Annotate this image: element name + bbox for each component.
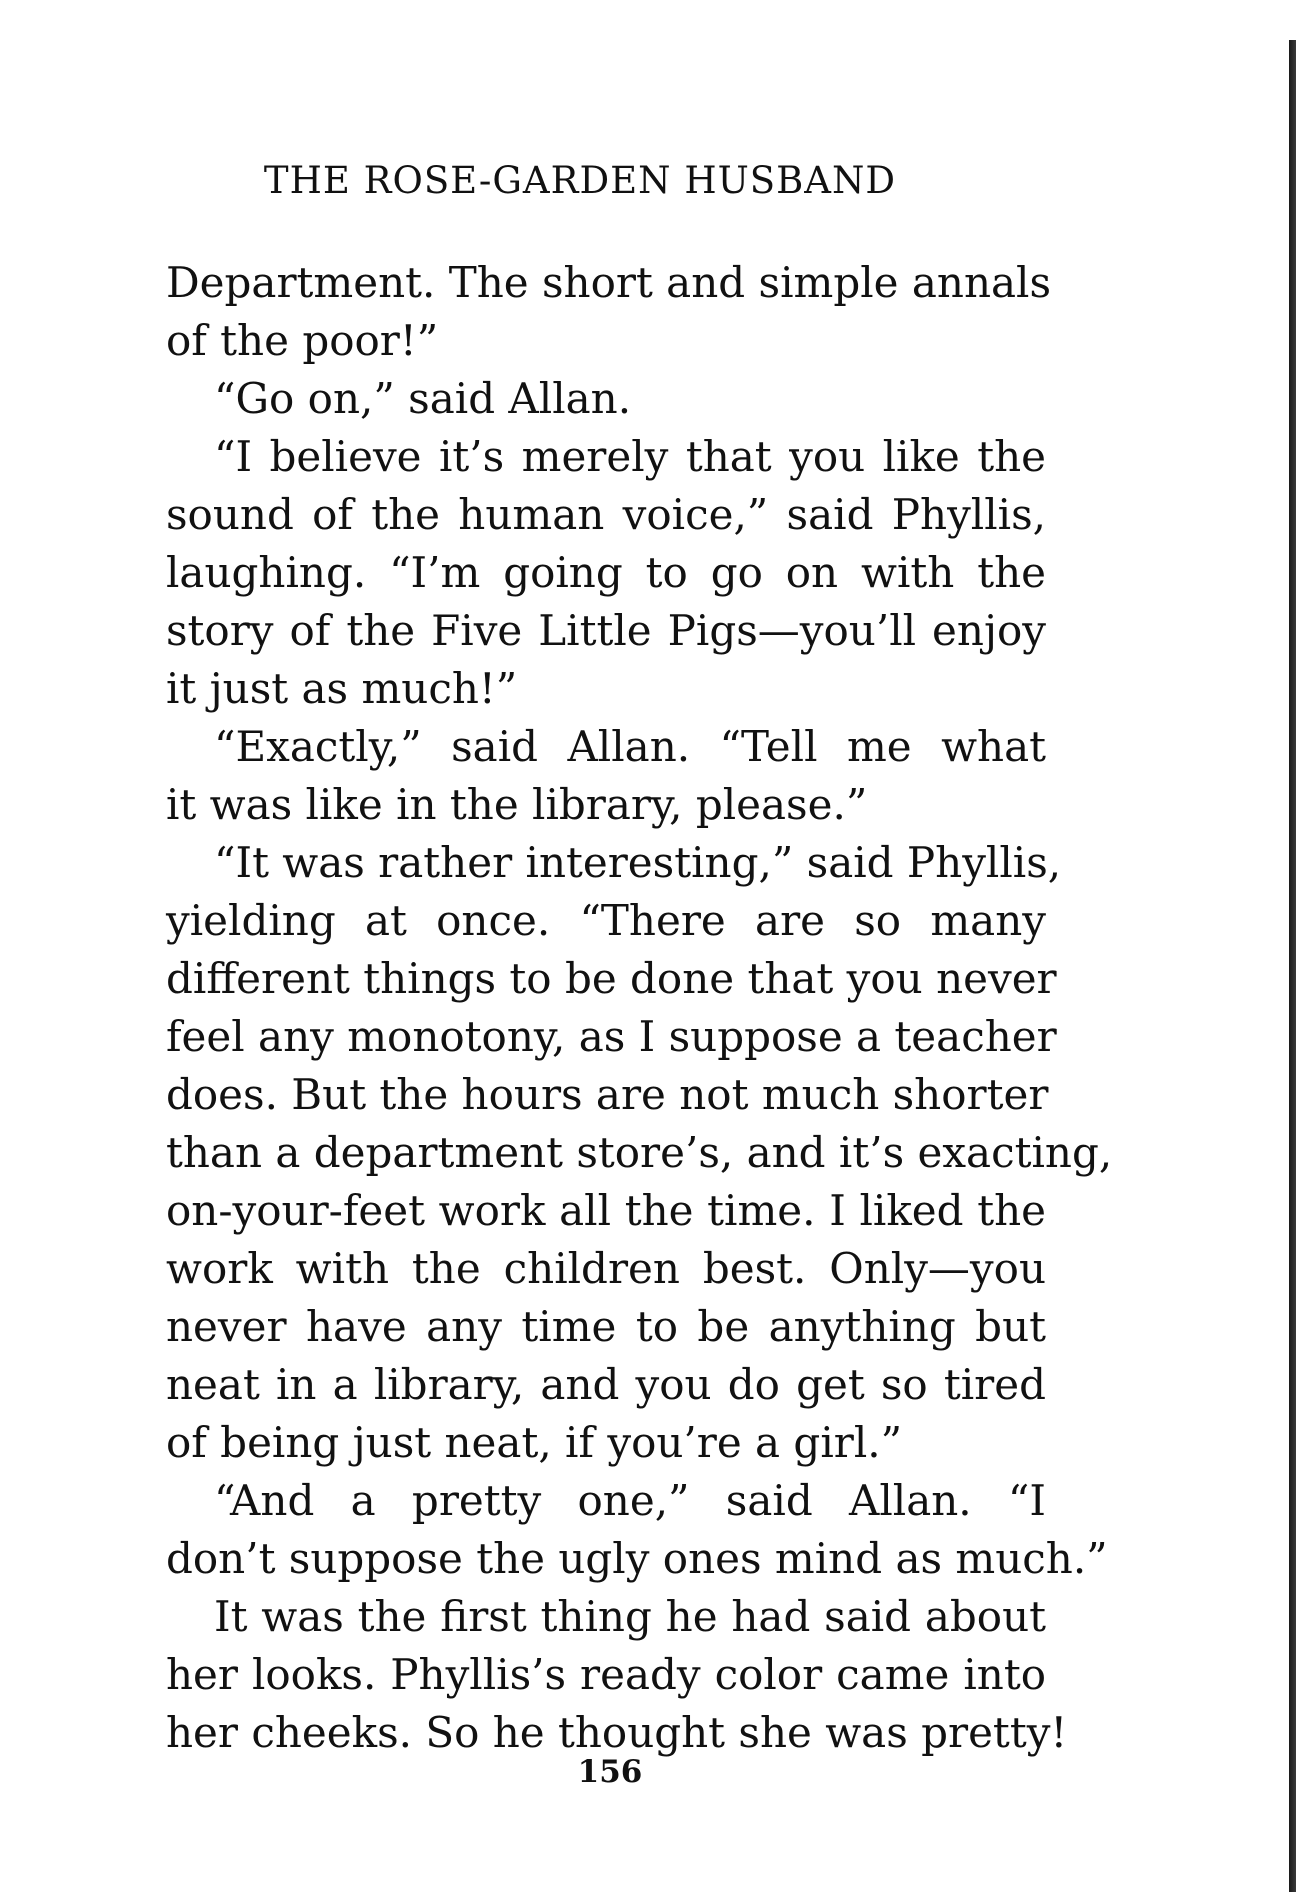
text-line: “I believe it’s merely that you like the <box>214 432 1046 481</box>
text-line: it was like in the library, please.” <box>166 780 868 829</box>
text-line: work with the children best. Only—you <box>166 1244 1046 1293</box>
text-line: it just as much!” <box>166 664 518 713</box>
text-line: don’t suppose the ugly ones mind as much.” <box>166 1534 1108 1583</box>
text-line: her cheeks. So he thought she was pretty! <box>166 1708 1068 1757</box>
text-line: on-your-feet work all the time. I liked the <box>166 1186 1046 1235</box>
text-line: neat in a library, and you do get so tired <box>166 1360 1046 1409</box>
text-line: sound of the human voice,” said Phyllis, <box>166 490 1046 539</box>
text-line: than a department store’s, and it’s exacting, <box>166 1128 1113 1177</box>
page-number: 156 <box>577 1754 643 1790</box>
running-head: THE ROSE-GARDEN HUSBAND <box>263 159 897 202</box>
text-line: story of the Five Little Pigs—you’ll enjoy <box>166 606 1046 655</box>
text-line: yielding at once. “There are so many <box>166 896 1046 945</box>
text-line: “And a pretty one,” said Allan. “I <box>214 1476 1046 1525</box>
text-line: never have any time to be anything but <box>166 1302 1046 1351</box>
text-line: feel any monotony, as I suppose a teacher <box>166 1012 1057 1061</box>
text-line: her looks. Phyllis’s ready color came into <box>166 1650 1046 1699</box>
text-line: laughing. “I’m going to go on with the <box>166 548 1046 597</box>
text-line: different things to be done that you never <box>166 954 1057 1003</box>
text-line: “It was rather interesting,” said Phyllis, <box>214 838 1062 887</box>
text-line: of the poor!” <box>166 316 439 365</box>
text-line: does. But the hours are not much shorter <box>166 1070 1049 1119</box>
text-line: It was the first thing he had said about <box>214 1592 1046 1641</box>
text-line: “Go on,” said Allan. <box>214 374 632 423</box>
text-line: of being just neat, if you’re a girl.” <box>166 1418 903 1467</box>
body-text <box>166 254 1113 1762</box>
text-line: “Exactly,” said Allan. “Tell me what <box>214 722 1046 771</box>
page-edge-shadow <box>1289 40 1296 1892</box>
text-line: Department. The short and simple annals <box>166 258 1052 307</box>
